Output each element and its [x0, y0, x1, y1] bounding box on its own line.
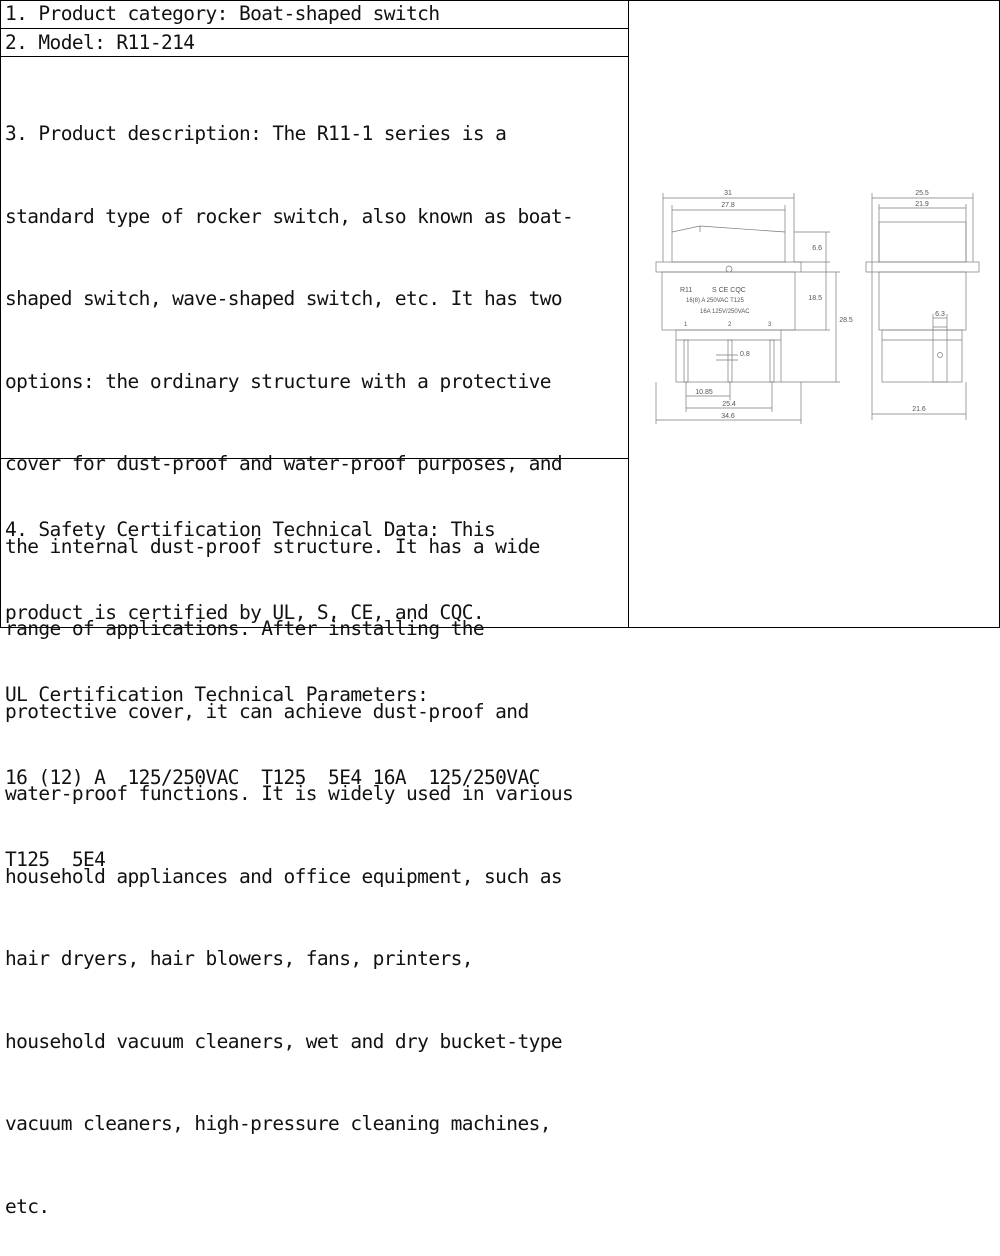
text-line: standard type of rocker switch, also known as boat- — [5, 204, 574, 228]
text-line: household vacuum cleaners, wet and dry bucket-type — [5, 1029, 562, 1053]
row-text — [0, 29, 628, 57]
dim-label: 0.8 — [740, 351, 750, 358]
dim-label: 34.6 — [721, 413, 735, 420]
dimension-drawing — [629, 0, 999, 628]
dim-label: 31 — [724, 190, 732, 197]
text-line: UL Certification Technical Parameters: — [5, 683, 429, 706]
text-line: cover for dust-proof and water-proof purposes, and — [5, 452, 562, 475]
rating-marking: 16A 125V/250VAC — [700, 309, 750, 315]
text-line: 3. Product description: The R11-1 series is a — [5, 122, 507, 145]
model-marking: R11 — [680, 287, 693, 294]
dim-label: 21.6 — [912, 406, 926, 413]
dim-label: 6.6 — [812, 245, 822, 252]
text-line: etc. — [5, 1194, 50, 1218]
text-line: household appliances and office equipment, such as — [5, 864, 562, 888]
side-view — [866, 193, 979, 420]
row-text — [0, 459, 628, 929]
text-line: protective cover, it can achieve dust-proof and — [5, 699, 529, 723]
dim-label: 10.85 — [695, 389, 713, 396]
text-line: range of applications. After installing the — [5, 617, 485, 640]
dim-label: 6.3 — [935, 311, 945, 318]
dim-label: 21.9 — [915, 201, 929, 208]
dim-label: 25.4 — [722, 401, 736, 408]
text-line: options: the ordinary structure with a protective — [5, 369, 551, 393]
dim-label: 25.5 — [915, 190, 929, 197]
text-line: water-proof functions. It is widely used in various — [5, 782, 574, 805]
dim-label: 18.5 — [808, 295, 822, 302]
terminal-number: 1 — [684, 322, 688, 328]
row-product-category — [0, 0, 628, 29]
text-line: the internal dust-proof structure. It has a wide — [5, 534, 540, 558]
terminal-number: 2 — [728, 322, 732, 328]
dim-label: 27.8 — [721, 202, 735, 209]
row-model — [0, 29, 628, 57]
text-line: vacuum cleaners, high-pressure cleaning machines, — [5, 1112, 551, 1135]
row-text — [0, 0, 628, 28]
dimension-drawing-panel — [629, 0, 999, 628]
text-line: 2. Model: R11-214 — [5, 31, 195, 54]
text-line: shaped switch, wave-shaped switch, etc. It has two — [5, 287, 562, 310]
text-line: hair dryers, hair blowers, fans, printers, — [5, 947, 473, 970]
text-line: 16 (12) A 125/250VAC T125 5E4 16A 125/250VAC — [5, 765, 540, 789]
terminal-number: 3 — [768, 322, 772, 328]
rating-marking: 16(8) A 250VAC T125 — [686, 298, 744, 304]
cert-marks: S CE CQC — [712, 287, 746, 294]
text-line: T125 5E4 — [5, 848, 106, 871]
dim-label: 28.5 — [839, 317, 853, 324]
text-line: 4. Safety Certification Technical Data: This — [5, 518, 496, 541]
text-line: product is certified by UL, S, CE, and CQC. — [5, 600, 485, 624]
text-line: 1. Product category: Boat-shaped switch — [5, 2, 440, 25]
